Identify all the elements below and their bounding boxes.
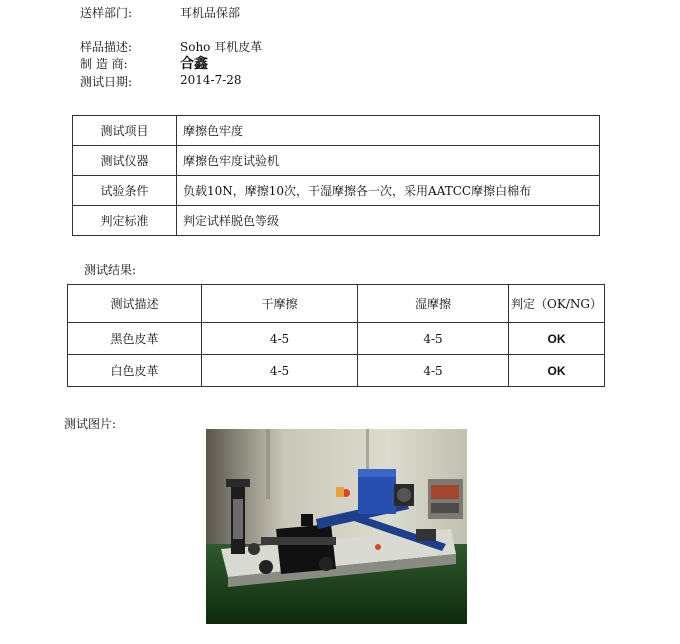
- verdict-cell: OK: [509, 355, 605, 387]
- column-header: 判定（OK/NG）: [509, 285, 605, 323]
- column-header: 测试描述: [68, 285, 202, 323]
- info-key: 测试仪器: [73, 146, 177, 176]
- table-cell: 白色皮革: [68, 355, 202, 387]
- table-row: [68, 355, 605, 387]
- verdict-cell: OK: [509, 323, 605, 355]
- results-label: 测试结果:: [84, 263, 137, 277]
- sample-label: 样品描述:: [80, 40, 133, 54]
- table-cell: 4-5: [202, 323, 358, 355]
- info-key: 试验条件: [73, 176, 177, 206]
- info-value: 摩擦色牢度: [177, 116, 600, 146]
- date-value: 2014-7-28: [180, 73, 242, 87]
- info-key: 测试项目: [73, 116, 177, 146]
- table-header-row: [68, 285, 605, 323]
- table-cell: 4-5: [358, 323, 509, 355]
- info-value: 负载10N，摩擦10次，干湿摩擦各一次，采用AATCC摩擦白棉布: [177, 176, 600, 206]
- results-table: [67, 284, 605, 387]
- table-row: [68, 323, 605, 355]
- maker-label: 制 造 商:: [80, 57, 128, 71]
- table-cell: 4-5: [202, 355, 358, 387]
- table-row: [73, 116, 600, 146]
- info-value: 判定试样脱色等级: [177, 206, 600, 236]
- test-info-table: [72, 115, 600, 236]
- table-cell: 黑色皮革: [68, 323, 202, 355]
- date-label: 测试日期:: [80, 75, 133, 89]
- test-photo: [206, 429, 467, 624]
- table-row: [73, 206, 600, 236]
- table-row: [73, 146, 600, 176]
- dept-label: 送样部门:: [80, 6, 133, 20]
- dept-value: 耳机品保部: [180, 6, 241, 20]
- table-row: [73, 176, 600, 206]
- column-header: 干摩擦: [202, 285, 358, 323]
- column-header: 湿摩擦: [358, 285, 509, 323]
- table-cell: 4-5: [358, 355, 509, 387]
- sample-value: Soho 耳机皮革: [180, 40, 263, 54]
- info-key: 判定标准: [73, 206, 177, 236]
- info-value: 摩擦色牢度试验机: [177, 146, 600, 176]
- maker-value: 合鑫: [180, 56, 208, 72]
- photo-label: 测试图片:: [64, 417, 117, 431]
